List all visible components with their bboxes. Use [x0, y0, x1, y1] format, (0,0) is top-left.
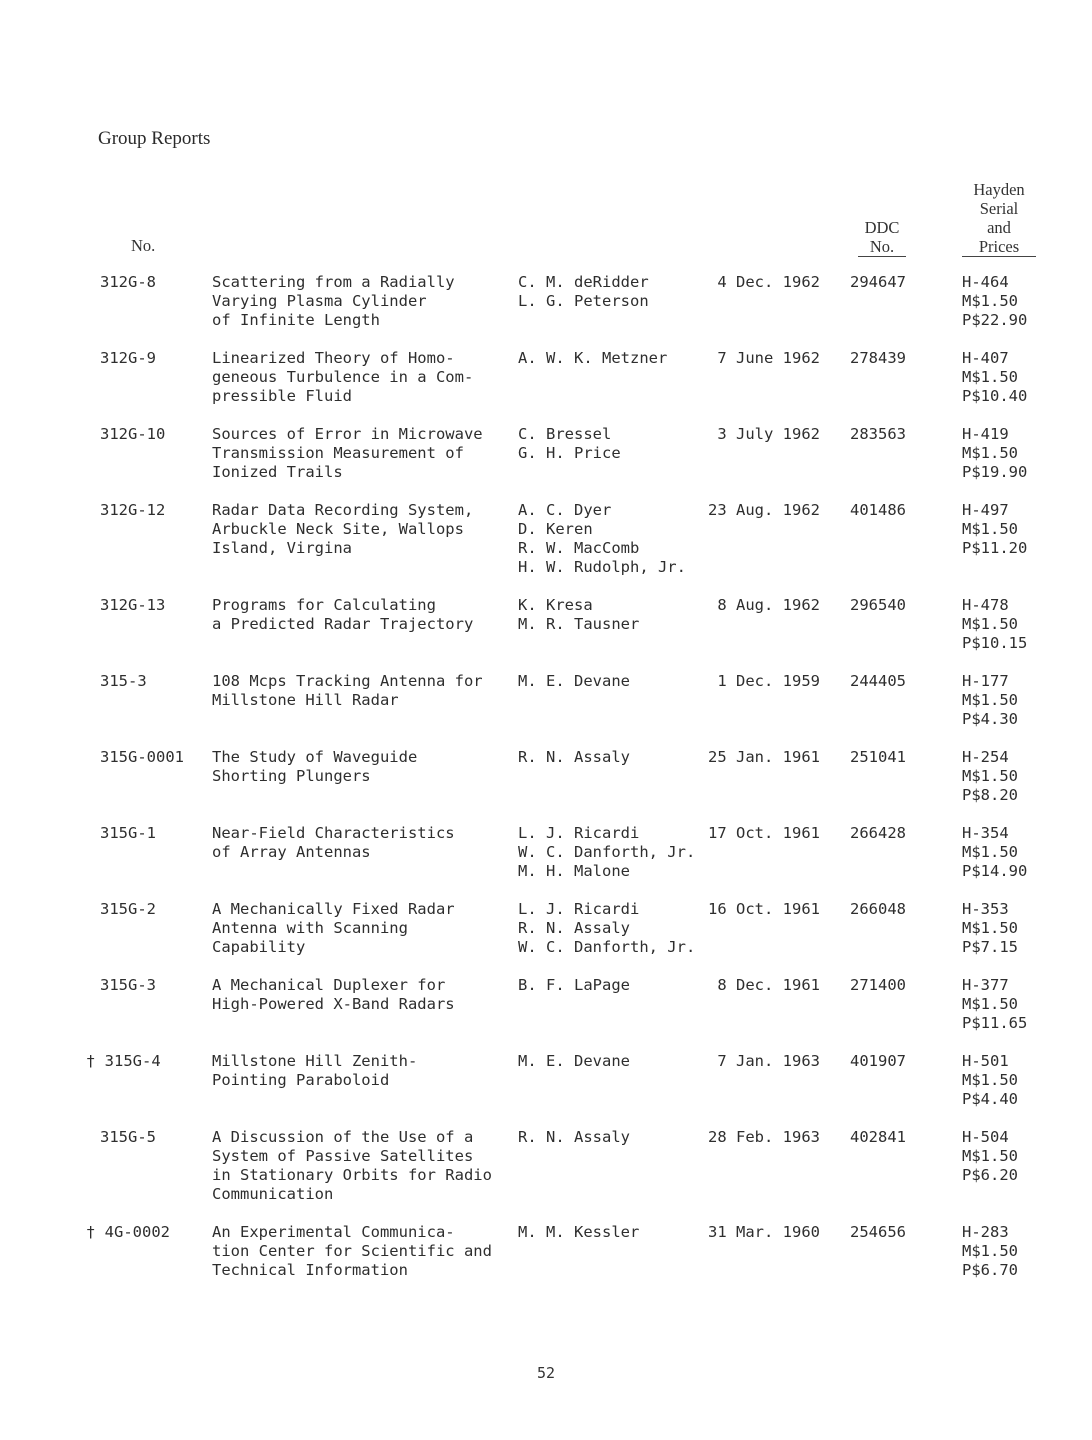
report-title-line: of Infinite Length	[212, 311, 380, 329]
ddc-number: 283563	[850, 425, 906, 443]
report-title	[212, 425, 483, 482]
ddc-number: 254656	[850, 1223, 906, 1241]
hayden-prices	[962, 596, 1027, 653]
header-hayden-line: Serial	[979, 199, 1019, 218]
report-number: 312G-10	[100, 425, 166, 443]
report-title-line: in Stationary Orbits for Radio	[212, 1166, 492, 1184]
page-number: 52	[536, 1364, 556, 1382]
header-hayden-line: Prices	[962, 237, 1036, 257]
hayden-prices-line: P$6.20	[962, 1166, 1018, 1184]
report-number: † 315G-4	[86, 1052, 161, 1070]
report-title-line: Near-Field Characteristics	[212, 824, 455, 842]
header-ddc-line: DDC	[864, 218, 900, 237]
hayden-prices-line: M$1.50	[962, 1147, 1018, 1165]
hayden-prices	[962, 672, 1018, 729]
report-authors-line: A. W. K. Metzner	[518, 349, 668, 367]
report-authors-line: K. Kresa	[518, 596, 593, 614]
report-authors	[518, 824, 695, 881]
report-title-line: Transmission Measurement of	[212, 444, 464, 462]
hayden-prices-line: M$1.50	[962, 995, 1018, 1013]
table-row	[0, 1052, 1092, 1128]
hayden-prices-line: M$1.50	[962, 691, 1018, 709]
hayden-prices-line: M$1.50	[962, 919, 1018, 937]
hayden-prices-line: P$11.20	[962, 539, 1028, 557]
report-title	[212, 748, 417, 786]
report-authors-line: R. N. Assaly	[518, 1128, 630, 1146]
report-authors	[518, 501, 686, 577]
hayden-prices-line: P$8.20	[962, 786, 1018, 804]
report-title-line: geneous Turbulence in a Com-	[212, 368, 474, 386]
report-authors-line: L. G. Peterson	[518, 292, 649, 310]
report-authors	[518, 672, 630, 691]
table-row	[0, 1128, 1092, 1223]
header-ddc	[858, 218, 906, 257]
report-date: 7 Jan. 1963	[717, 1052, 820, 1070]
hayden-prices-line: H-419	[962, 425, 1009, 443]
report-title-line: Technical Information	[212, 1261, 408, 1279]
hayden-prices-line: H-504	[962, 1128, 1009, 1146]
header-hayden-line: Hayden	[973, 180, 1025, 199]
hayden-prices	[962, 976, 1027, 1033]
report-authors-line: R. W. MacComb	[518, 539, 640, 557]
table-row	[0, 900, 1092, 976]
report-title	[212, 672, 483, 710]
report-title-line: of Array Antennas	[212, 843, 371, 861]
report-authors-line: L. J. Ricardi	[518, 824, 640, 842]
report-number: 312G-9	[100, 349, 156, 367]
report-authors-line: R. N. Assaly	[518, 748, 630, 766]
hayden-prices-line: P$10.40	[962, 387, 1028, 405]
report-authors	[518, 596, 639, 634]
report-number: 312G-12	[100, 501, 166, 519]
report-title-line: A Discussion of the Use of a	[212, 1128, 474, 1146]
hayden-prices-line: H-497	[962, 501, 1009, 519]
table-row	[0, 1223, 1092, 1299]
report-title-line: Island, Virgina	[212, 539, 352, 557]
ddc-number: 402841	[850, 1128, 906, 1146]
hayden-prices-line: P$19.90	[962, 463, 1028, 481]
report-date: 7 June 1962	[717, 349, 820, 367]
report-authors	[518, 900, 695, 957]
hayden-prices	[962, 273, 1027, 330]
report-authors-line: M. R. Tausner	[518, 615, 640, 633]
hayden-prices-line: H-464	[962, 273, 1009, 291]
report-title-line: Shorting Plungers	[212, 767, 371, 785]
report-authors	[518, 349, 667, 368]
report-title	[212, 824, 455, 862]
hayden-prices-line: H-478	[962, 596, 1009, 614]
hayden-prices-line: H-283	[962, 1223, 1009, 1241]
report-authors	[518, 748, 630, 767]
report-title	[212, 501, 473, 558]
report-title	[212, 349, 473, 406]
hayden-prices-line: P$10.15	[962, 634, 1028, 652]
report-title-line: Capability	[212, 938, 306, 956]
hayden-prices-line: H-501	[962, 1052, 1009, 1070]
report-title-line: A Mechanical Duplexer for	[212, 976, 446, 994]
report-title-line: A Mechanically Fixed Radar	[212, 900, 455, 918]
hayden-prices-line: M$1.50	[962, 292, 1018, 310]
ddc-number: 294647	[850, 273, 906, 291]
section-title: Group Reports	[98, 128, 211, 149]
hayden-prices	[962, 900, 1018, 957]
hayden-prices-line: P$11.65	[962, 1014, 1028, 1032]
report-authors-line: W. C. Danforth, Jr.	[518, 938, 696, 956]
report-title-line: Programs for Calculating	[212, 596, 436, 614]
report-date: 31 Mar. 1960	[708, 1223, 820, 1241]
report-authors-line: M. M. Kessler	[518, 1223, 640, 1241]
hayden-prices-line: P$4.40	[962, 1090, 1018, 1108]
report-date: 1 Dec. 1959	[717, 672, 820, 690]
report-authors	[518, 1052, 630, 1071]
report-title-line: Scattering from a Radially	[212, 273, 455, 291]
ddc-number: 266428	[850, 824, 906, 842]
report-title-line: Radar Data Recording System,	[212, 501, 474, 519]
report-title	[212, 273, 455, 330]
hayden-prices	[962, 349, 1027, 406]
report-authors-line: L. J. Ricardi	[518, 900, 640, 918]
report-title-line: Millstone Hill Zenith-	[212, 1052, 418, 1070]
report-authors	[518, 273, 649, 311]
report-title-line: Millstone Hill Radar	[212, 691, 399, 709]
ddc-number: 278439	[850, 349, 906, 367]
report-title	[212, 596, 473, 634]
report-title-line: Communication	[212, 1185, 334, 1203]
report-authors	[518, 1128, 630, 1147]
report-number: 315G-5	[100, 1128, 156, 1146]
hayden-prices	[962, 748, 1018, 805]
report-title-line: High-Powered X-Band Radars	[212, 995, 455, 1013]
report-authors-line: R. N. Assaly	[518, 919, 630, 937]
report-authors-line: W. C. Danforth, Jr.	[518, 843, 696, 861]
hayden-prices-line: M$1.50	[962, 767, 1018, 785]
report-title	[212, 900, 455, 957]
report-date: 3 July 1962	[717, 425, 820, 443]
hayden-prices	[962, 824, 1027, 881]
report-number: 315-3	[100, 672, 147, 690]
report-number: † 4G-0002	[86, 1223, 170, 1241]
report-authors-line: G. H. Price	[518, 444, 621, 462]
hayden-prices-line: P$14.90	[962, 862, 1028, 880]
header-no: No.	[131, 236, 156, 255]
hayden-prices-line: H-254	[962, 748, 1009, 766]
hayden-prices-line: M$1.50	[962, 615, 1018, 633]
hayden-prices	[962, 1128, 1018, 1185]
report-date: 28 Feb. 1963	[708, 1128, 820, 1146]
report-date: 17 Oct. 1961	[708, 824, 820, 842]
header-hayden-line: and	[987, 218, 1011, 237]
report-date: 23 Aug. 1962	[708, 501, 820, 519]
report-title-line: Arbuckle Neck Site, Wallops	[212, 520, 464, 538]
hayden-prices-line: H-377	[962, 976, 1009, 994]
report-authors-line: M. E. Devane	[518, 1052, 630, 1070]
hayden-prices-line: M$1.50	[962, 843, 1018, 861]
ddc-number: 401486	[850, 501, 906, 519]
report-authors-line: H. W. Rudolph, Jr.	[518, 558, 686, 576]
report-authors	[518, 425, 621, 463]
report-authors-line: A. C. Dyer	[518, 501, 612, 519]
report-authors-line: D. Keren	[518, 520, 593, 538]
report-authors-line: C. Bressel	[518, 425, 612, 443]
ddc-number: 271400	[850, 976, 906, 994]
hayden-prices-line: M$1.50	[962, 1242, 1018, 1260]
ddc-number: 244405	[850, 672, 906, 690]
hayden-prices-line: M$1.50	[962, 368, 1018, 386]
table-row	[0, 425, 1092, 501]
hayden-prices	[962, 501, 1027, 558]
table-row	[0, 976, 1092, 1052]
report-authors	[518, 976, 630, 995]
report-authors-line: C. M. deRidder	[518, 273, 649, 291]
report-title	[212, 1223, 492, 1280]
report-date: 16 Oct. 1961	[708, 900, 820, 918]
ddc-number: 401907	[850, 1052, 906, 1070]
hayden-prices-line: P$7.15	[962, 938, 1018, 956]
report-date: 8 Dec. 1961	[717, 976, 820, 994]
report-title	[212, 1052, 417, 1090]
report-authors-line: B. F. LaPage	[518, 976, 630, 994]
report-number: 312G-13	[100, 596, 166, 614]
report-title-line: An Experimental Communica-	[212, 1223, 455, 1241]
report-title	[212, 1128, 492, 1204]
hayden-prices-line: H-353	[962, 900, 1009, 918]
report-date: 4 Dec. 1962	[717, 273, 820, 291]
hayden-prices	[962, 1223, 1018, 1280]
report-number: 315G-2	[100, 900, 156, 918]
report-title	[212, 976, 455, 1014]
table-row	[0, 596, 1092, 672]
report-title-line: Antenna with Scanning	[212, 919, 408, 937]
hayden-prices-line: P$6.70	[962, 1261, 1018, 1279]
report-title-line: Varying Plasma Cylinder	[212, 292, 427, 310]
report-title-line: tion Center for Scientific and	[212, 1242, 492, 1260]
hayden-prices	[962, 425, 1027, 482]
hayden-prices-line: M$1.50	[962, 444, 1018, 462]
report-title-line: Linearized Theory of Homo-	[212, 349, 455, 367]
table-row	[0, 501, 1092, 596]
table-row	[0, 672, 1092, 748]
report-number: 315G-3	[100, 976, 156, 994]
hayden-prices	[962, 1052, 1018, 1109]
report-number: 312G-8	[100, 273, 156, 291]
hayden-prices-line: P$22.90	[962, 311, 1028, 329]
header-ddc-line: No.	[858, 237, 906, 257]
hayden-prices-line: H-407	[962, 349, 1009, 367]
table-row	[0, 748, 1092, 824]
report-table	[0, 273, 1092, 1299]
report-title-line: Ionized Trails	[212, 463, 343, 481]
ddc-number: 251041	[850, 748, 906, 766]
report-number: 315G-0001	[100, 748, 184, 766]
ddc-number: 296540	[850, 596, 906, 614]
report-title-line: 108 Mcps Tracking Antenna for	[212, 672, 483, 690]
report-authors-line: M. H. Malone	[518, 862, 630, 880]
report-title-line: a Predicted Radar Trajectory	[212, 615, 474, 633]
report-title-line: Pointing Paraboloid	[212, 1071, 390, 1089]
report-number: 315G-1	[100, 824, 156, 842]
hayden-prices-line: P$4.30	[962, 710, 1018, 728]
hayden-prices-line: H-354	[962, 824, 1009, 842]
report-date: 8 Aug. 1962	[717, 596, 820, 614]
table-row	[0, 349, 1092, 425]
report-title-line: The Study of Waveguide	[212, 748, 418, 766]
report-title-line: Sources of Error in Microwave	[212, 425, 483, 443]
hayden-prices-line: M$1.50	[962, 1071, 1018, 1089]
hayden-prices-line: M$1.50	[962, 520, 1018, 538]
table-row	[0, 273, 1092, 349]
report-authors-line: M. E. Devane	[518, 672, 630, 690]
report-title-line: System of Passive Satellites	[212, 1147, 474, 1165]
report-title-line: pressible Fluid	[212, 387, 352, 405]
hayden-prices-line: H-177	[962, 672, 1009, 690]
header-hayden	[962, 180, 1036, 257]
report-date: 25 Jan. 1961	[708, 748, 820, 766]
report-authors	[518, 1223, 639, 1242]
table-row	[0, 824, 1092, 900]
ddc-number: 266048	[850, 900, 906, 918]
